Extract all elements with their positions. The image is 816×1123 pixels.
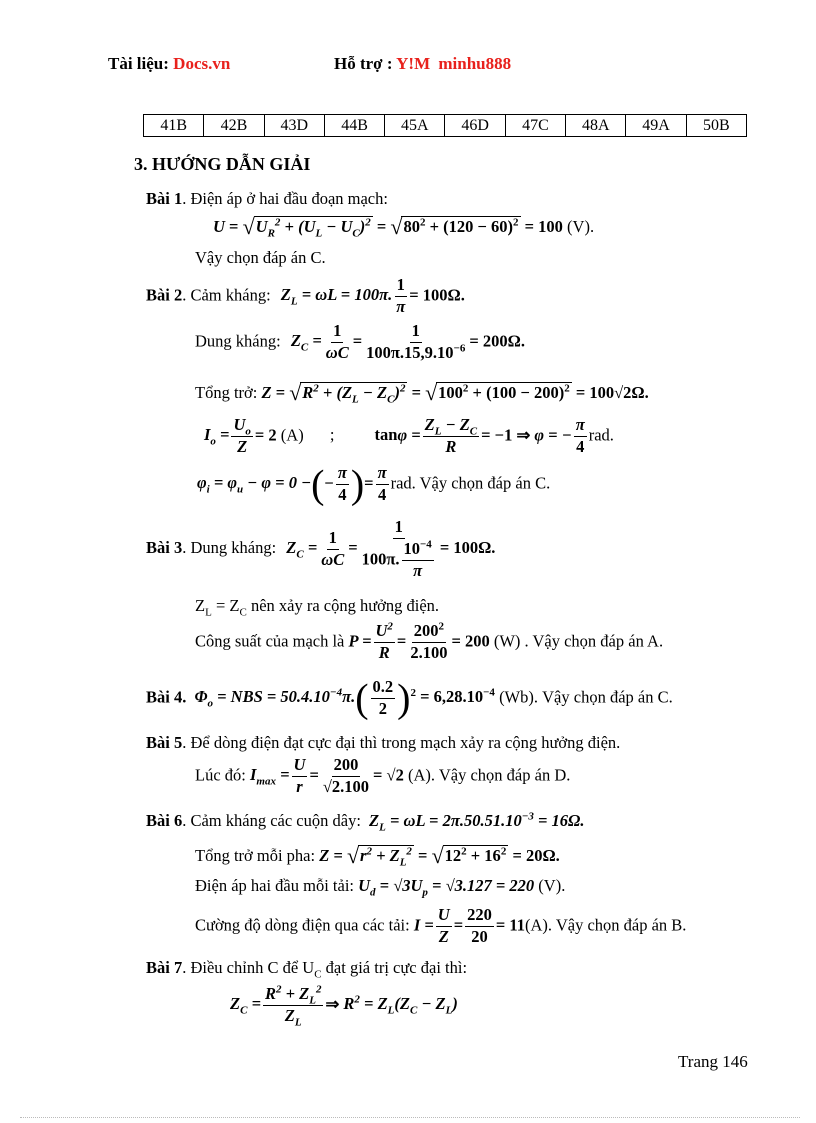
bai2-i-unit: (A) (280, 425, 304, 445)
bai6-line1: Bài 6. Cảm kháng các cuộn dây: $Z_L = \omega L = 2\pi.50.51.10^{-3} = 16\Omega$. (146, 810, 585, 834)
answer-cell: 48A (566, 115, 626, 137)
bai1-formula: $U = √U_R^2 + (U_L - U_C)^2 = √80^2 + (120 - 60)^2 = 100$ (V). (213, 214, 595, 240)
bai6-cuongdo: Cường độ dòng điện qua các tải: I = $\frac{U}{Z}$ = $\frac{220}{20}$ = 11(A). Vậy chọn đáp án B. (195, 905, 687, 946)
answer-cell: 46D (445, 115, 505, 137)
bai2-dung-text: Dung kháng: (195, 331, 281, 351)
answer-table (143, 114, 747, 137)
bai6-dienap-unit: (V). (538, 876, 566, 895)
bai5-text: . Để dòng điện đạt cực đại thì trong mạch xảy ra cộng hưởng điện. (182, 733, 621, 752)
bai2-sep: ; (329, 425, 335, 445)
bai1-unit: (V). (567, 217, 595, 236)
bai6-dienap: Điện áp hai đầu mỗi tải: $U_d = √3U_p = √3.127 = 220$ (V). (195, 876, 566, 899)
bai2-rad2: rad. Vậy chọn đáp án C. (390, 473, 551, 493)
bai4-line: Bài 4. $\Phi_o$ = NBS = $50.4.10^{-4}\pi$.( $\frac{0.2}{2}$ )$^2 = 6,28.10^{-4}$ (Wb). Vậy chọn đáp án C. (146, 675, 673, 721)
bai4-label: Bài 4 (146, 687, 183, 707)
answer-cell: 49A (626, 115, 686, 137)
bai4-unit: (Wb). Vậy chọn đáp án C. (499, 687, 673, 707)
bottom-divider (20, 1117, 800, 1118)
answer-cell: 42B (204, 115, 264, 137)
bai3-resonance: $Z_L = Z_C$ nên xảy ra cộng hưởng điện. (195, 596, 440, 619)
answer-cell: 47C (505, 115, 565, 137)
bai1-conclusion: Vậy chọn đáp án C. (195, 248, 326, 267)
bai5-luc-do: Lúc đó: (195, 765, 246, 785)
bai3-line1: Bài 3. Dung kháng: $Z_C$ = $\frac{1}{\omega C}$ = 1 100π. $\frac{10^{-4}}{\pi}$ = 100Ω. (146, 517, 496, 580)
bai3-power-text: Công suất của mạch là (195, 631, 345, 651)
bai6-tongtro-text: Tổng trở mỗi pha: (195, 846, 316, 865)
support-label: Hỗ trợ : (334, 54, 393, 73)
bai2-tongtro-text: Tổng trở: (195, 383, 258, 402)
bai6-cam-text: . Cảm kháng các cuộn dây: (182, 811, 361, 830)
bai2-line1: Bài 2. Cảm kháng: $Z_L = \omega L = 100\pi$. $\frac{1}{\pi}$ = 100Ω. (146, 275, 465, 316)
bai6-label: Bài 6 (146, 811, 183, 830)
bai5-line1 (146, 733, 620, 753)
bai3-power-unit: (W) . Vậy chọn đáp án A. (493, 631, 664, 651)
bai5-formula: Lúc đó: $I_{max}$ = $\frac{U}{r}$ = $\frac{200}{√2.100}$ = √2 (A). Vậy chọn đáp án D. (195, 755, 571, 796)
page-number: Trang 146 (678, 1052, 748, 1071)
answer-cell: 41B (144, 115, 204, 137)
bai2-current: $I_o$ = $\frac{U_o}{Z}$ = 2 (A) ; tanφ = $\frac{Z_L - Z_C}{R}$ = −1 ⇒ φ = − $\frac{\pi}{4}$ rad. (204, 415, 614, 456)
answer-row (144, 115, 747, 137)
answer-cell: 44B (324, 115, 384, 137)
bai7-text-a: . Điều chỉnh C để U (182, 958, 315, 977)
bai7-formula: $Z_C$ = $\frac{R^2 + Z_L^2}{Z_L}$ ⇒ $R^2 = Z_L(Z_C - Z_L)$ (230, 983, 458, 1029)
bai2-label: Bài 2 (146, 285, 183, 305)
header-support (334, 54, 511, 74)
bai3-power: Công suất của mạch là P = $\frac{U^2}{R}$ = $\frac{200^2}{2.100}$ = 200 (W) . Vậy chọn đáp án A. (195, 620, 664, 662)
bai2-rad1: rad. (588, 425, 614, 445)
doc-label: Tài liệu: (108, 54, 169, 73)
support-nick: minhu888 (438, 54, 512, 73)
answer-cell: 50B (686, 115, 746, 137)
bai2-cam-text: . Cảm kháng: (182, 285, 271, 305)
bai7-label: Bài 7 (146, 958, 183, 977)
bai7-line1: Bài 7. Điều chỉnh C để $U_C$ đạt giá trị cực đại thì: (146, 958, 468, 981)
bai6-cuongdo-text: Cường độ dòng điện qua các tải: (195, 915, 410, 935)
bai2-dung: Dung kháng: $Z_C$ = $\frac{1}{\omega C}$ = $\frac{1}{100\pi.15,9.10^{-6}}$ = 200Ω. (195, 321, 525, 362)
bai5-label: Bài 5 (146, 733, 183, 752)
bai3-dung-text: . Dung kháng: (182, 538, 277, 558)
support-ym: Y!M (396, 54, 431, 73)
section-title: 3. HƯỚNG DẪN GIẢI (134, 154, 311, 174)
bai1-label: Bài 1 (146, 189, 183, 208)
header-doc (108, 54, 230, 74)
bai6-dienap-text: Điện áp hai đầu mỗi tải: (195, 876, 354, 895)
bai1-text: . Điện áp ở hai đầu đoạn mạch: (182, 189, 388, 208)
bai3-label: Bài 3 (146, 538, 183, 558)
bai1-line1 (146, 189, 388, 209)
bai2-phase: $\varphi_i = \varphi_u - \varphi = 0$ −(− $\frac{\pi}{4}$ )= $\frac{\pi}{4}$ rad. Vậy chọn đáp án C. (197, 461, 551, 507)
bai6-tongtro: Tổng trở mỗi pha: $Z = √r^2 + Z_L^2 = √12^2 + 16^2 = 20\Omega$. (195, 843, 560, 869)
bai2-tongtro: Tổng trở: $Z = √R^2 + (Z_L - Z_C)^2 = √100^2 + (100 - 200)^2 = 100√2\Omega$. (195, 380, 649, 406)
bai3-resonance-text: nên xảy ra cộng hưởng điện. (250, 596, 440, 615)
answer-cell: 45A (385, 115, 445, 137)
bai6-cuongdo-unit: (A). Vậy chọn đáp án B. (524, 915, 687, 935)
doc-site-link[interactable]: Docs.vn (173, 54, 231, 73)
bai7-text-b: đạt giá trị cực đại thì: (325, 958, 468, 977)
answer-cell: 43D (264, 115, 324, 137)
bai5-unit: (A). Vậy chọn đáp án D. (408, 765, 571, 785)
